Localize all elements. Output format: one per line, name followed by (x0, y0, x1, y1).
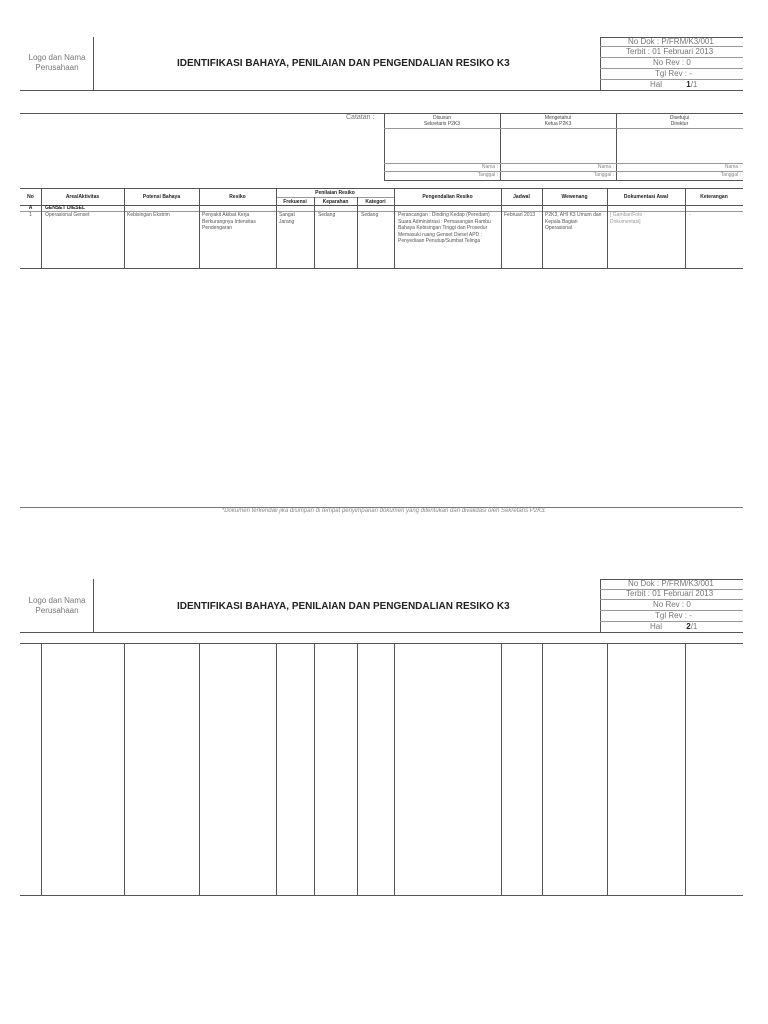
nama-field-3: Nama : (724, 164, 741, 170)
col-header-kategori: Kategori (365, 199, 386, 205)
approval-col-mengetahui (500, 115, 616, 127)
company-logo-placeholder: Logo dan Nama Perusahaan (28, 596, 86, 615)
col-header-jadwal: Jadwal (513, 194, 530, 200)
approval-title: Disusun (432, 115, 452, 121)
page-total: /1 (690, 622, 698, 631)
col-header-area: Area/Aktivitas (65, 194, 100, 200)
nama-field-2: Nama : (597, 164, 614, 170)
col-header-potensi: Potensi Bahaya (142, 194, 181, 200)
section-no: A (28, 205, 33, 211)
page-current: 2 (686, 622, 691, 631)
meta-hal (650, 80, 697, 90)
approval-col-disetujui (616, 115, 743, 127)
col-header-penilaian: Penilaian Resiko (315, 190, 355, 196)
cell-keterangan: - (689, 212, 691, 218)
approval-title: Mengetahui (544, 115, 572, 121)
cell-frekuensi: Sangat Jarang (279, 212, 295, 225)
col-header-no: No (27, 194, 34, 200)
tanggal-field-1: Tanggal : (477, 172, 498, 178)
meta-no-dok: No Dok : P/FRM/K3/001 (628, 579, 714, 588)
document-title: IDENTIFIKASI BAHAYA, PENILAIAN DAN PENGENDALIAN RESIKO K3 (177, 58, 510, 69)
col-header-keterangan: Keterangan (700, 194, 728, 200)
cell-potensi: Kebisingan Ekstrim (127, 212, 170, 218)
meta-no-dok: No Dok : P/FRM/K3/001 (628, 37, 714, 46)
document-title: IDENTIFIKASI BAHAYA, PENILAIAN DAN PENGENDALIAN RESIKO K3 (177, 601, 510, 612)
footer-note: *Dokumen terkendali jika disimpan di tempat penyimpanan dokumen yang ditentukan dan divalidasi oleh Sekretaris P2K3. (221, 508, 547, 514)
cell-dokumentasi: [ Gambar/Foto Dokumentasi] (610, 212, 643, 225)
col-header-resiko: Resiko (229, 194, 246, 200)
col-header-dokumentasi: Dokumentasi Awal (623, 194, 669, 200)
col-header-keparahan: Keparahan (322, 199, 349, 205)
meta-terbit: Terbit : 01 Februari 2013 (626, 47, 714, 56)
cell-jadwal: Februari 2013 (504, 212, 536, 218)
approval-subtitle: Direktur (670, 121, 689, 127)
meta-no-rev: No Rev : 0 (653, 58, 691, 67)
tanggal-field-3: Tanggal : (720, 172, 741, 178)
col-header-frekuensi: Frekuensi (283, 199, 307, 205)
approval-title: Disetujui (669, 115, 690, 121)
meta-tgl-rev: Tgl Rev : - (655, 69, 692, 78)
meta-hal-label: Hal (650, 80, 663, 89)
meta-hal-label: Hal (650, 622, 663, 631)
col-header-pengendalian: Pengendalian Resiko (422, 194, 473, 200)
catatan-label: Catatan : (346, 114, 375, 121)
nama-field-1: Nama : (481, 164, 498, 170)
cell-pengendalian: Perancangan : Dinding Kedap (Peredam) Suara Administrasi : Pemasangan Rambu Bahaya Kebisingan Tinggi dan Prosedur Memasuki ruang Genset Diesel APD : Penyediaan Penutup/Sumbat Telinga (398, 212, 491, 244)
col-header-wewenang: Wewenang (561, 194, 588, 200)
page-total: /1 (690, 80, 698, 89)
meta-hal (650, 622, 697, 632)
cell-resiko: Penyakit Akibat Kerja Berkurangnya Intensitas Pendengaran (202, 212, 256, 231)
meta-terbit: Terbit : 01 Februari 2013 (626, 589, 714, 598)
cell-wewenang: P2K3, AHI K3 Umum dan Kepala Bagian Operasional (545, 212, 602, 231)
cell-keparahan: Sedang (318, 212, 336, 218)
cell-no: 1 (29, 212, 32, 218)
approval-col-disusun (384, 115, 500, 127)
section-name: GENSET DIESEL (45, 205, 86, 211)
page-current: 1 (686, 80, 691, 89)
tanggal-field-2: Tanggal : (593, 172, 614, 178)
cell-area: Operasional Genset (45, 212, 90, 218)
approval-subtitle: Sekretaris P2K3 (423, 121, 461, 127)
meta-tgl-rev: Tgl Rev : - (655, 611, 692, 620)
cell-kategori: Sedang (361, 212, 379, 218)
meta-no-rev: No Rev : 0 (653, 600, 691, 609)
approval-subtitle: Ketua P2K3 (544, 121, 572, 127)
company-logo-placeholder: Logo dan Nama Perusahaan (28, 53, 86, 72)
